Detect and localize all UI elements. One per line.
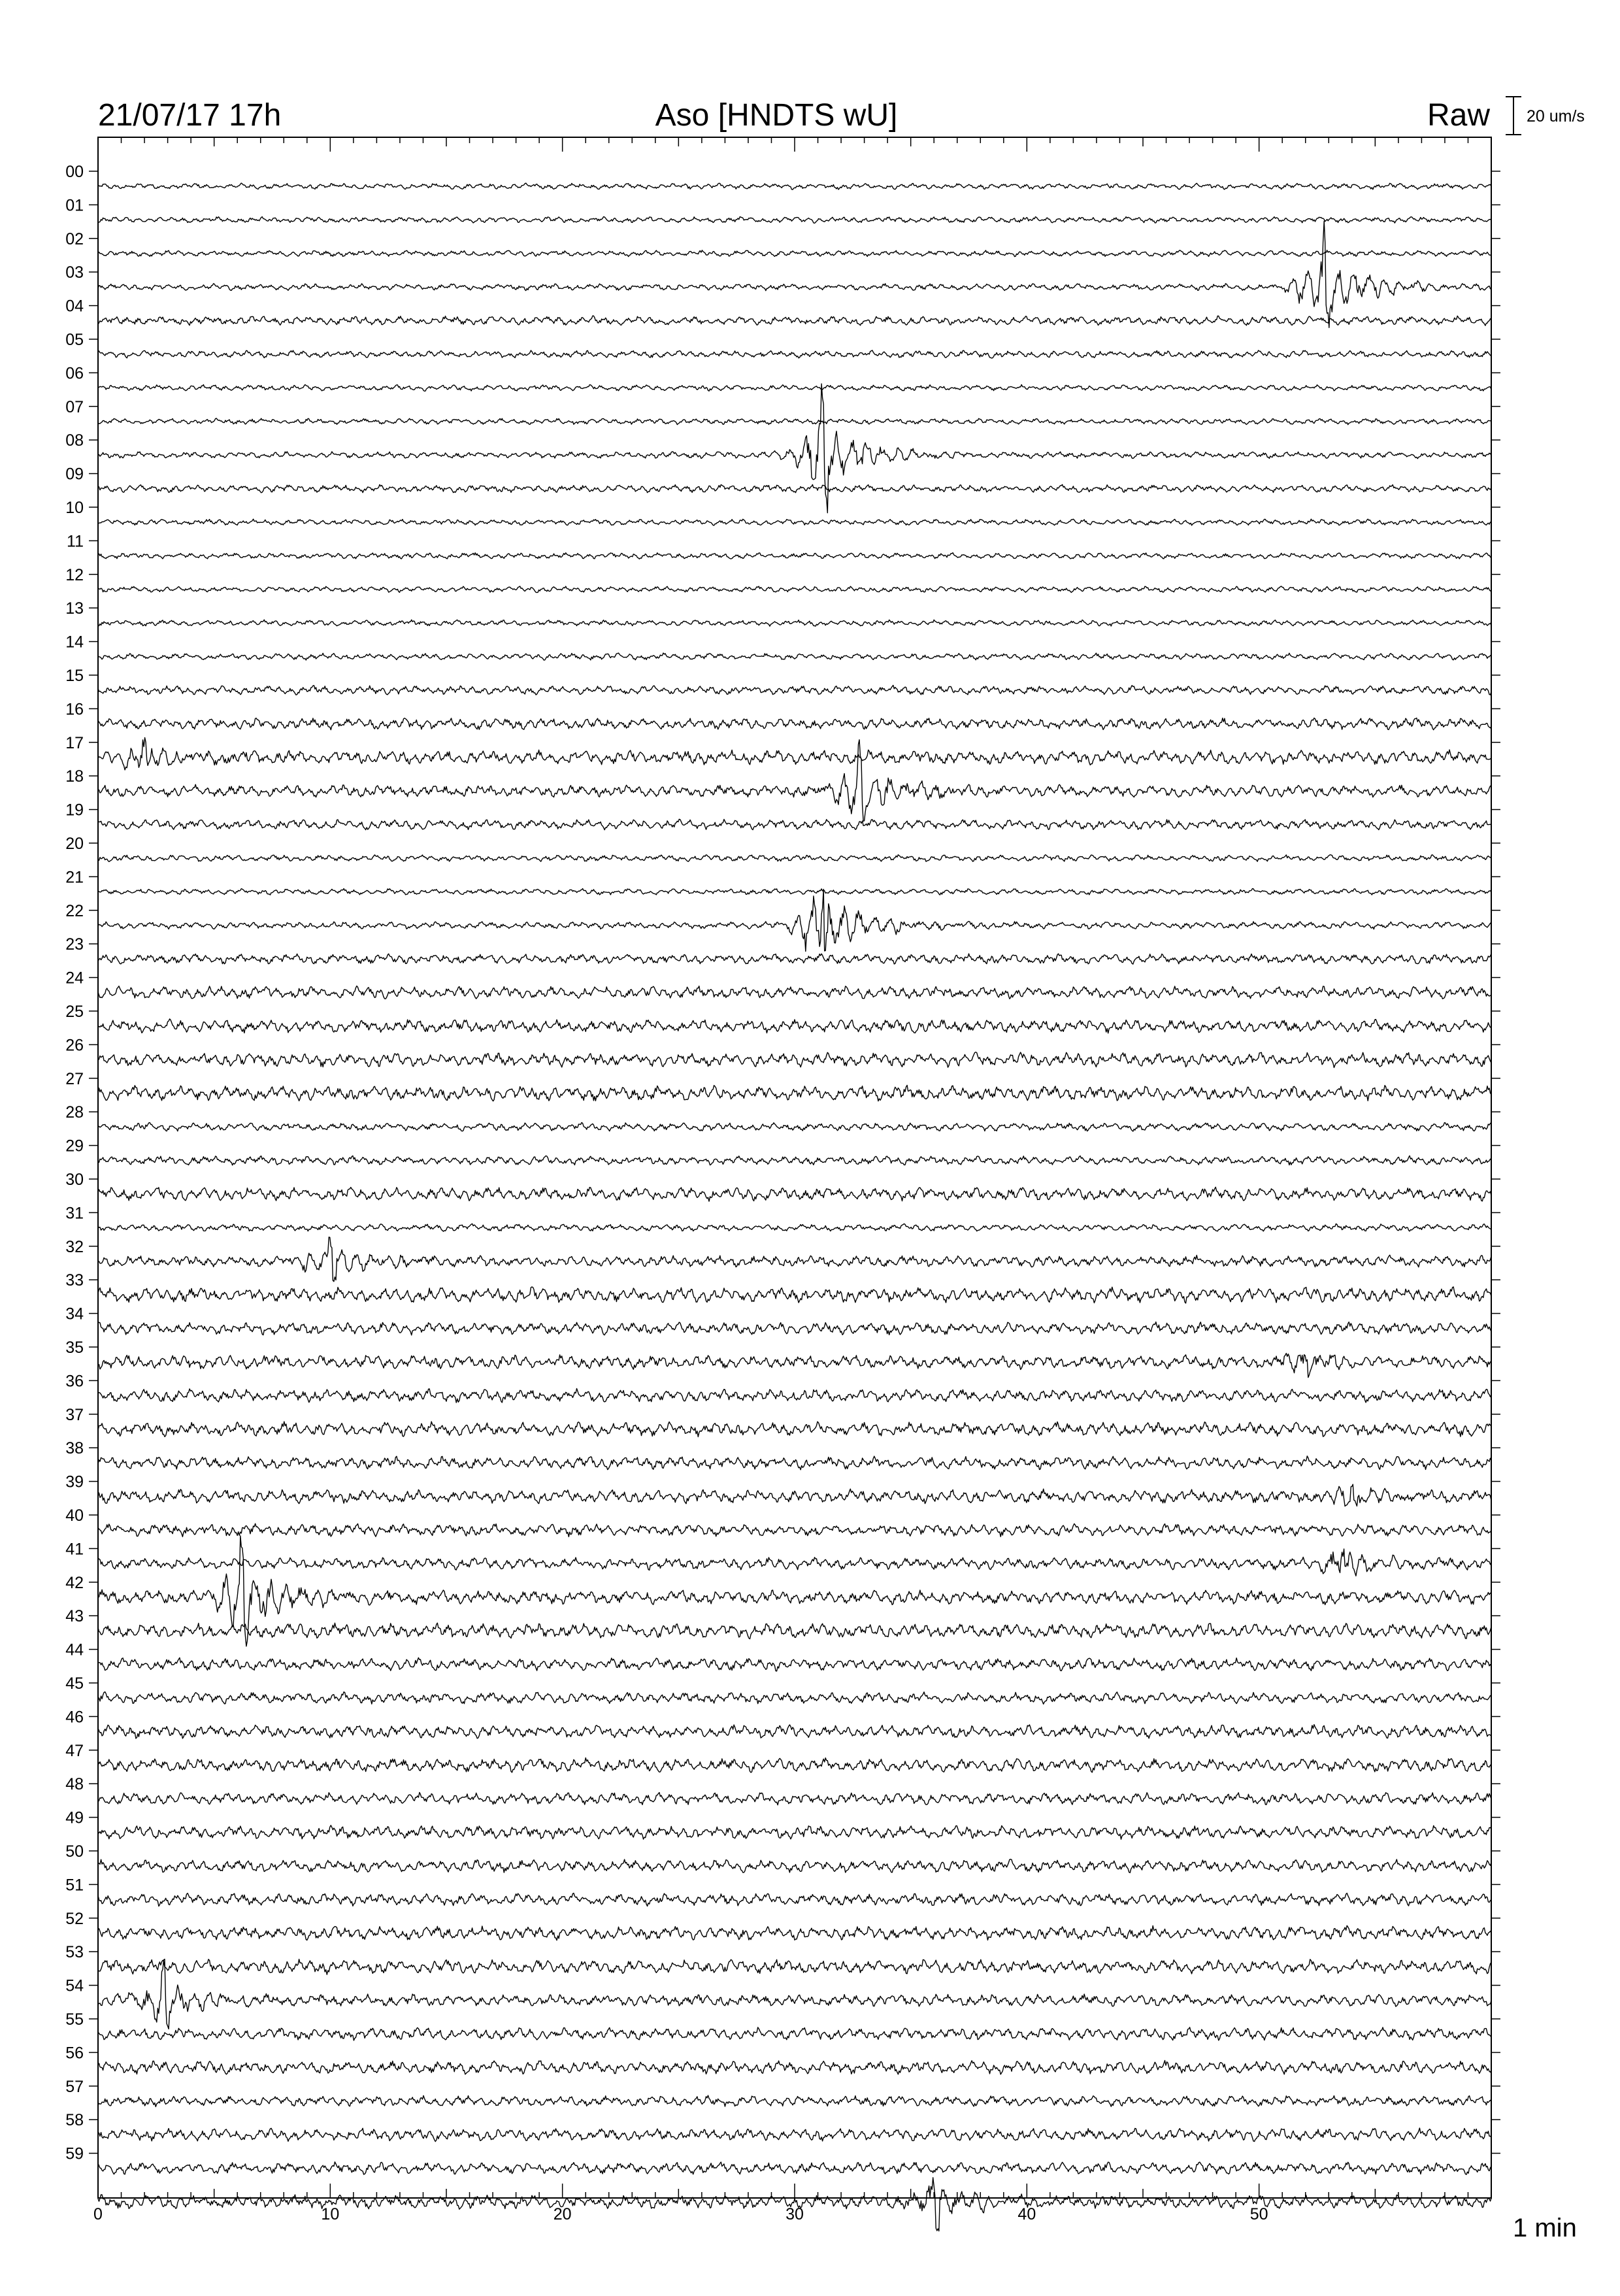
- seismic-traces: [98, 183, 1491, 2231]
- trace-line: [98, 1523, 1491, 1537]
- trace-line: [98, 384, 1491, 513]
- trace-line: [98, 2027, 1491, 2040]
- row-label: 25: [65, 1003, 84, 1021]
- trace-line: [98, 1959, 1491, 2029]
- row-label: 14: [65, 633, 84, 652]
- x-tick-label: 10: [321, 2205, 340, 2223]
- row-label: 27: [65, 1069, 84, 1088]
- header-datetime: 21/07/17 17h: [98, 98, 282, 133]
- row-label: 05: [65, 331, 84, 349]
- trace-line: [98, 653, 1491, 660]
- trace-line: [98, 1893, 1491, 1906]
- x-tick-label: 30: [785, 2205, 804, 2223]
- header-mode: Raw: [1427, 98, 1490, 133]
- row-label: 43: [65, 1607, 84, 1626]
- trace-line: [98, 1725, 1491, 1739]
- row-label: 31: [65, 1204, 84, 1223]
- trace-line: [98, 1925, 1491, 1940]
- trace-line: [98, 350, 1491, 358]
- trace-line: [98, 1536, 1491, 1646]
- row-label: 36: [65, 1372, 84, 1391]
- row-label: 16: [65, 700, 84, 719]
- row-label: 58: [65, 2111, 84, 2130]
- trace-line: [98, 484, 1491, 492]
- trace-line: [98, 1692, 1491, 1705]
- trace-line: [98, 1354, 1491, 1378]
- row-label: 38: [65, 1439, 84, 1458]
- trace-line: [98, 1825, 1491, 1839]
- row-label: 39: [65, 1472, 84, 1491]
- trace-line: [98, 586, 1491, 593]
- row-label: 17: [65, 733, 84, 752]
- row-label: 20: [65, 835, 84, 853]
- trace-line: [98, 1456, 1491, 1470]
- trace-line: [98, 217, 1491, 224]
- row-label: 29: [65, 1137, 84, 1156]
- trace-line: [98, 1623, 1491, 1639]
- trace-line: [98, 686, 1491, 695]
- row-label: 26: [65, 1036, 84, 1055]
- plot-frame: [98, 137, 1491, 2198]
- trace-line: [98, 1793, 1491, 1805]
- row-label: 15: [65, 667, 84, 685]
- row-label: 44: [65, 1640, 84, 1659]
- row-label: 56: [65, 2044, 84, 2063]
- trace-line: [98, 2061, 1491, 2074]
- row-label: 09: [65, 465, 84, 484]
- row-label: 50: [65, 1842, 84, 1861]
- row-label: 03: [65, 263, 84, 282]
- row-label: 23: [65, 935, 84, 954]
- x-axis: [93, 2205, 1268, 2223]
- trace-line: [98, 1422, 1491, 1437]
- row-label: 24: [65, 969, 84, 988]
- row-label: 10: [65, 499, 84, 517]
- row-label: 35: [65, 1339, 84, 1357]
- trace-line: [98, 1959, 1491, 1975]
- row-label: 21: [65, 868, 84, 887]
- trace-line: [98, 1657, 1491, 1671]
- row-label: 18: [65, 767, 84, 786]
- trace-line: [98, 1223, 1491, 1231]
- row-label: 01: [65, 196, 84, 215]
- trace-line: [98, 1322, 1491, 1335]
- trace-line: [98, 1484, 1491, 1506]
- trace-line: [98, 1389, 1491, 1403]
- trace-line: [98, 183, 1491, 190]
- row-label: 00: [65, 163, 84, 181]
- trace-line: [98, 519, 1491, 525]
- row-label: 02: [65, 229, 84, 248]
- trace-line: [98, 1187, 1491, 1201]
- row-label: 57: [65, 2077, 84, 2096]
- row-label: 51: [65, 1876, 84, 1895]
- row-label: 41: [65, 1540, 84, 1559]
- x-tick-label: 50: [1249, 2205, 1268, 2223]
- row-label: 46: [65, 1708, 84, 1727]
- row-label: 40: [65, 1506, 84, 1525]
- minor-ticks: [98, 137, 1491, 2198]
- trace-line: [98, 2095, 1491, 2106]
- row-label: 22: [65, 901, 84, 920]
- trace-line: [98, 221, 1491, 327]
- row-label: 59: [65, 2144, 84, 2163]
- row-label: 28: [65, 1103, 84, 1122]
- trace-line: [98, 2128, 1491, 2142]
- row-label: 08: [65, 431, 84, 450]
- row-label: 49: [65, 1808, 84, 1827]
- trace-line: [98, 316, 1491, 325]
- trace-line: [98, 1758, 1491, 1772]
- trace-line: [98, 1156, 1491, 1165]
- chart-title: Aso [HNDTS wU]: [655, 98, 898, 133]
- trace-line: [98, 855, 1491, 862]
- row-label: 52: [65, 1909, 84, 1928]
- trace-line: [98, 819, 1491, 829]
- row-label: 47: [65, 1741, 84, 1760]
- row-label: 53: [65, 1943, 84, 1962]
- trace-line: [98, 1019, 1491, 1033]
- row-label: 11: [67, 532, 84, 551]
- trace-line: [98, 1237, 1491, 1282]
- row-label: 42: [65, 1573, 84, 1592]
- trace-line: [98, 890, 1491, 952]
- trace-line: [98, 889, 1491, 895]
- row-label: 19: [65, 801, 84, 820]
- trace-line: [98, 718, 1491, 730]
- row-label: 12: [65, 565, 84, 584]
- trace-line: [98, 1549, 1491, 1576]
- row-label: 48: [65, 1775, 84, 1794]
- trace-line: [98, 1287, 1491, 1303]
- trace-line: [98, 385, 1491, 391]
- trace-line: [98, 738, 1491, 770]
- trace-line: [98, 620, 1491, 626]
- x-tick-label: 0: [93, 2205, 103, 2223]
- row-label: 04: [65, 297, 84, 316]
- row-label: 33: [65, 1271, 84, 1290]
- trace-line: [98, 1052, 1491, 1068]
- trace-line: [98, 1859, 1491, 1873]
- trace-line: [98, 1123, 1491, 1132]
- row-label: 45: [65, 1674, 84, 1693]
- trace-line: [98, 954, 1491, 964]
- row-label: 32: [65, 1237, 84, 1256]
- trace-line: [98, 1086, 1491, 1101]
- amplitude-scale-bar: [1506, 97, 1521, 135]
- trace-line: [98, 740, 1491, 822]
- trace-line: [98, 986, 1491, 999]
- trace-line: [98, 250, 1491, 257]
- trace-line: [98, 553, 1491, 559]
- row-label: 13: [65, 599, 84, 618]
- row-label: 30: [65, 1171, 84, 1189]
- x-tick-label: 40: [1017, 2205, 1036, 2223]
- row-label: 07: [65, 397, 84, 416]
- amplitude-scale-label: 20 um/s: [1527, 107, 1585, 125]
- row-label: 55: [65, 2010, 84, 2029]
- row-label: 34: [65, 1305, 84, 1323]
- x-tick-label: 20: [553, 2205, 572, 2223]
- trace-line: [98, 2162, 1491, 2174]
- x-axis-label: 1 min: [1513, 2214, 1577, 2242]
- trace-line: [98, 418, 1491, 425]
- row-label: 06: [65, 364, 84, 383]
- row-label: 37: [65, 1405, 84, 1424]
- row-label: 54: [65, 1976, 84, 1995]
